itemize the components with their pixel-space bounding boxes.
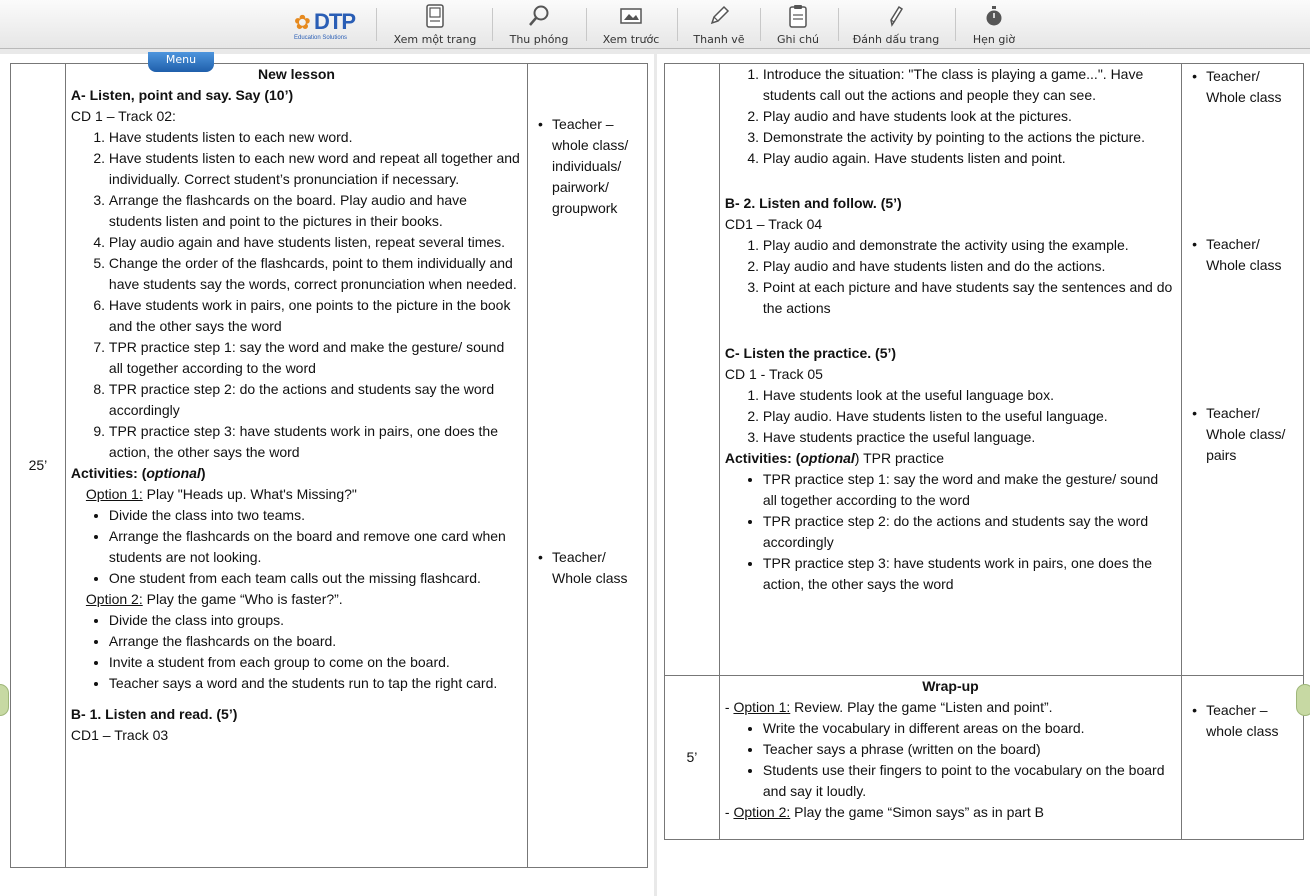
note-button[interactable] — [770, 4, 826, 46]
single-page-icon — [425, 4, 445, 28]
list-item: 8. TPR practice step 2: do the actions and students say the word accordingly — [109, 379, 522, 421]
wrapup-option-2 — [725, 802, 1176, 823]
intro-steps — [725, 64, 1176, 169]
section-c-heading: C- Listen the practice. (5’) — [724, 345, 897, 361]
list-item: • Invite a student from each group to come on the board. — [109, 652, 522, 673]
list-item: 4. Play audio again. Have students listen and point. — [763, 148, 1176, 169]
wrapup-title: Wrap-up — [922, 678, 979, 694]
single-page-label: Xem một trang — [393, 33, 477, 46]
section-a-steps — [71, 127, 522, 463]
wrapup-option-1 — [725, 697, 1176, 718]
list-item: 6. Have students work in pairs, one points to the picture in the book and the other says the word — [109, 295, 522, 337]
timer-icon — [983, 4, 1005, 28]
timer-button[interactable] — [966, 4, 1022, 46]
list-item: • Arrange the flashcards on the board and remove one card when students are not looking. — [109, 526, 522, 568]
note-icon — [787, 4, 809, 28]
list-item: 3. Arrange the flashcards on the board. Play audio and have students listen and point to the pictures in their books. — [109, 190, 522, 232]
list-item: • Students use their fingers to point to the vocabulary on the board and say it loudly. — [763, 760, 1176, 802]
toolbar-separator — [677, 8, 678, 41]
section-b2-steps — [725, 235, 1176, 319]
activities-prefix: Activities: ( — [724, 450, 801, 466]
list-item: 4. Play audio again and have students listen, repeat several times. — [109, 232, 522, 253]
activities-optional: optional — [146, 465, 201, 481]
option-2-items — [71, 610, 522, 694]
list-item: • TPR practice step 3: have students work in pairs, one does the action, the other says the word — [763, 553, 1176, 595]
organization-c: • Teacher/ Whole class/ pairs — [1188, 403, 1297, 466]
time-cell: 25’ — [11, 64, 66, 868]
activities-prefix: Activities: ( — [70, 465, 147, 481]
list-item: 7. TPR practice step 1: say the word and make the gesture/ sound all together according to the word — [109, 337, 522, 379]
toolbar-separator — [955, 8, 956, 41]
toolbar-separator — [492, 8, 493, 41]
option-1-items — [71, 505, 522, 589]
right-organization-cell — [1182, 64, 1304, 676]
organization-intro: • Teacher/ Whole class — [1188, 66, 1297, 234]
next-page-tab[interactable] — [1296, 684, 1310, 716]
tpr-activities-heading — [725, 448, 1176, 469]
list-item: • Write the vocabulary in different areas on the board. — [763, 718, 1176, 739]
list-item: • One student from each team calls out the missing flashcard. — [109, 568, 522, 589]
wrapup-option-2-text: Play the game “Simon says” as in part B — [790, 804, 1044, 820]
toolbar-separator — [760, 8, 761, 41]
draw-toolbar-button[interactable] — [688, 4, 750, 46]
option-2-text: Play the game “Who is faster?”. — [142, 591, 343, 607]
list-item: 1. Have students listen to each new word. — [109, 127, 522, 148]
option-2-label: Option 2: — [85, 591, 143, 607]
wrapup-option-2-label: Option 2: — [733, 804, 791, 820]
zoom-icon — [528, 4, 550, 28]
left-procedure-cell — [65, 64, 527, 868]
activities-suffix: ) TPR practice — [854, 450, 945, 466]
single-page-button[interactable] — [390, 4, 480, 46]
list-item: • Teacher says a phrase (written on the board) — [763, 739, 1176, 760]
wrapup-option-1-label: Option 1: — [733, 699, 791, 715]
list-item: 1. Play audio and demonstrate the activity using the example. — [763, 235, 1176, 256]
dash: - — [724, 804, 734, 820]
section-c-steps — [725, 385, 1176, 448]
toolbar-separator — [376, 8, 377, 41]
left-lesson-table — [10, 63, 648, 868]
option-1-text: Play "Heads up. What's Missing?" — [142, 486, 357, 502]
bookmark-pen-icon — [885, 4, 907, 28]
section-a-heading: A- Listen, point and say. Say (10’) — [70, 87, 294, 103]
zoom-button[interactable] — [506, 4, 572, 46]
activities-optional: optional — [800, 450, 855, 466]
option-1-line — [71, 484, 522, 505]
draw-toolbar-label: Thanh vẽ — [693, 33, 745, 46]
bookmark-button[interactable] — [850, 4, 942, 46]
activities-suffix: ) — [200, 465, 206, 481]
toolbar-separator — [586, 8, 587, 41]
organization-wrapup: • Teacher – whole class — [1188, 700, 1297, 742]
zoom-label: Thu phóng — [509, 33, 569, 46]
list-item: 3. Have students practice the useful language. — [763, 427, 1176, 448]
section-a-track: CD 1 – Track 02: — [70, 108, 176, 124]
section-b1-heading: B- 1. Listen and read. (5’) — [70, 706, 238, 722]
preview-button[interactable] — [598, 4, 664, 46]
list-item: • TPR practice step 2: do the actions and students say the word accordingly — [763, 511, 1176, 553]
list-item: • Arrange the flashcards on the board. — [109, 631, 522, 652]
list-item: 3. Demonstrate the activity by pointing to the actions the picture. — [763, 127, 1176, 148]
logo-mark-icon: ✿ — [294, 10, 311, 34]
toolbar-separator — [838, 8, 839, 41]
activities-heading — [71, 463, 522, 484]
list-item: 1. Have students look at the useful language box. — [763, 385, 1176, 406]
wrapup-items — [725, 718, 1176, 802]
list-item: 3. Point at each picture and have students say the sentences and do the actions — [763, 277, 1176, 319]
section-b2-track: CD1 – Track 04 — [724, 216, 823, 232]
dtp-logo — [292, 6, 366, 44]
bookmark-label: Đánh dấu trang — [852, 33, 940, 46]
organization-1: • Teacher – whole class/ individuals/ pairwork/ groupwork — [534, 114, 641, 547]
logo-brand: DTP — [314, 9, 355, 34]
list-item: • Divide the class into two teams. — [109, 505, 522, 526]
wrapup-organization-cell — [1182, 676, 1304, 840]
tpr-items — [725, 469, 1176, 595]
time-cell-empty — [665, 64, 720, 676]
wrapup-procedure-cell — [719, 676, 1181, 840]
previous-page-tab[interactable] — [0, 684, 9, 716]
list-item: • Divide the class into groups. — [109, 610, 522, 631]
list-item: 5. Change the order of the flashcards, point to them individually and have students say the words, correct pronunciation when needed. — [109, 253, 522, 295]
list-item: 2. Have students listen to each new word and repeat all together and individually. Correct student’s pronunciation if necessary. — [109, 148, 522, 190]
right-procedure-cell — [719, 64, 1181, 676]
list-item: 2. Play audio and have students listen and do the actions. — [763, 256, 1176, 277]
section-title: New lesson — [257, 66, 335, 82]
organization-b2: • Teacher/ Whole class — [1188, 234, 1297, 403]
logo-subtitle: Education Solutions — [294, 35, 348, 41]
right-lesson-table — [664, 63, 1304, 840]
wrapup-time: 5’ — [665, 676, 720, 840]
option-2-line — [71, 589, 522, 610]
dash: - — [724, 699, 734, 715]
timer-label: Hẹn giờ — [972, 33, 1016, 46]
note-label: Ghi chú — [776, 33, 820, 46]
pencil-icon — [707, 4, 731, 28]
list-item: 2. Play audio. Have students listen to the useful language. — [763, 406, 1176, 427]
organization-2: • Teacher/ Whole class — [534, 547, 641, 589]
list-item: 1. Introduce the situation: "The class is playing a game...". Have students call out the actions and people they can see. — [763, 64, 1176, 106]
list-item: • Teacher says a word and the students run to tap the right card. — [109, 673, 522, 694]
section-b2-heading: B- 2. Listen and follow. (5’) — [724, 195, 902, 211]
preview-label: Xem trước — [602, 33, 660, 46]
left-organization-cell — [528, 64, 648, 868]
option-1-label: Option 1: — [85, 486, 143, 502]
section-b1-track: CD1 – Track 03 — [70, 727, 169, 743]
toolbar — [0, 0, 1310, 49]
list-item: 9. TPR practice step 3: have students work in pairs, one does the action, the other says the word — [109, 421, 522, 463]
menu-tab[interactable]: Menu — [148, 52, 214, 72]
list-item: 2. Play audio and have students look at the pictures. — [763, 106, 1176, 127]
preview-icon — [619, 4, 643, 28]
section-c-track: CD 1 - Track 05 — [724, 366, 823, 382]
list-item: • TPR practice step 1: say the word and make the gesture/ sound all together according to the word — [763, 469, 1176, 511]
wrapup-option-1-text: Review. Play the game “Listen and point”. — [790, 699, 1053, 715]
